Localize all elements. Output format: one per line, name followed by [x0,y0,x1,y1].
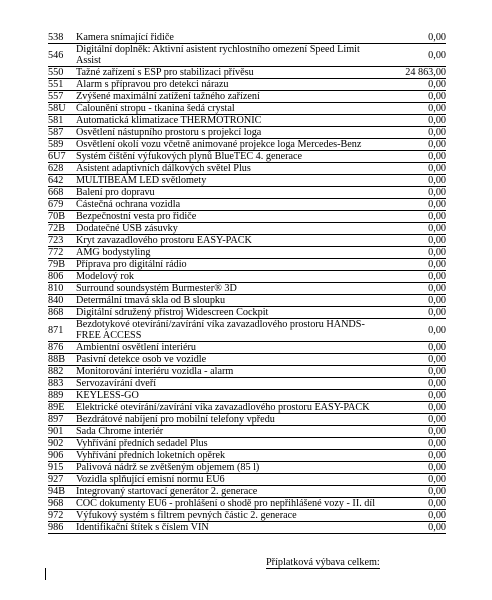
item-price: 0,00 [386,199,446,211]
item-code: 6U7 [48,151,76,163]
item-code: 883 [48,378,76,390]
item-desc: Bezpečnostní vesta pro řidiče [76,211,386,223]
table-row [48,199,446,211]
item-code: 79B [48,259,76,271]
item-code: 538 [48,32,76,44]
table-row [48,175,446,187]
item-desc: Determální tmavá skla od B sloupku [76,295,386,307]
item-code: 723 [48,235,76,247]
item-desc: Kryt zavazadlového prostoru EASY-PACK [76,235,386,247]
item-price: 0,00 [386,115,446,127]
table-row [48,402,446,414]
item-desc: Elektrické otevírání/zavírání víka zavazadlového prostoru EASY-PACK [76,402,386,414]
item-price: 0,00 [386,91,446,103]
table-row [48,486,446,498]
item-price: 0,00 [386,354,446,366]
item-code: 642 [48,175,76,187]
item-price: 0,00 [386,522,446,534]
item-desc: Alarm s přípravou pro detekci nárazu [76,79,386,91]
item-code: 906 [48,450,76,462]
table-row [48,32,446,44]
total-label-text: Příplatková výbava celkem: [266,557,380,568]
item-desc: Osvětlení nástupního prostoru s projekcí loga [76,127,386,139]
item-code: 89E [48,402,76,414]
item-price: 0,00 [386,175,446,187]
table-row [48,44,446,67]
table-row [48,522,446,534]
item-price: 0,00 [386,283,446,295]
table-row [48,283,446,295]
item-desc: Sada Chrome interiér [76,426,386,438]
item-price: 0,00 [386,390,446,402]
table-row [48,426,446,438]
item-desc: Vyhřívání předních sedadel Plus [76,438,386,450]
item-desc: Bezdrátové nabíjení pro mobilní telefony vpředu [76,414,386,426]
item-desc: Příprava pro digitální rádio [76,259,386,271]
item-desc: Čalounění stropu - tkanina šedá crystal [76,103,386,115]
item-price: 0,00 [386,139,446,151]
item-price: 0,00 [386,342,446,354]
item-code: 88B [48,354,76,366]
item-code: 94B [48,486,76,498]
item-code: 72B [48,223,76,235]
item-desc: Integrovaný startovací generátor 2. generace [76,486,386,498]
table-row [48,354,446,366]
item-code: 581 [48,115,76,127]
item-price: 0,00 [386,151,446,163]
item-price: 0,00 [386,235,446,247]
item-code: 902 [48,438,76,450]
item-code: 589 [48,139,76,151]
item-desc: Vyhřívání předních loketních opěrek [76,450,386,462]
item-desc: Modelový rok [76,271,386,283]
item-code: 551 [48,79,76,91]
item-price: 0,00 [386,271,446,283]
item-price: 0,00 [386,211,446,223]
item-price: 0,00 [386,450,446,462]
item-desc: Digitální doplněk: Aktivní asistent rychlostního omezení Speed Limit Assist [76,44,386,67]
table-row [48,235,446,247]
item-desc: Pasivní detekce osob ve vozidle [76,354,386,366]
item-desc: KEYLESS-GO [76,390,386,402]
item-price: 0,00 [386,259,446,271]
item-price: 0,00 [386,438,446,450]
table-row [48,259,446,271]
table-row [48,103,446,115]
item-code: 927 [48,474,76,486]
item-price: 0,00 [386,366,446,378]
item-price: 0,00 [386,187,446,199]
table-row [48,474,446,486]
total-label [266,557,380,568]
table-row [48,438,446,450]
item-price: 0,00 [386,402,446,414]
item-code: 868 [48,307,76,319]
item-desc: Vozidla splňující emisní normu EU6 [76,474,386,486]
item-code: 810 [48,283,76,295]
item-price: 0,00 [386,127,446,139]
item-desc: Kamera snímající řidiče [76,32,386,44]
table-row [48,366,446,378]
table-row [48,91,446,103]
document-page [0,32,492,534]
item-desc: Zvýšené maximální zatížení tažného zařízení [76,91,386,103]
table-row [48,163,446,175]
item-code: 986 [48,522,76,534]
item-price: 0,00 [386,163,446,175]
item-code: 876 [48,342,76,354]
table-row [48,390,446,402]
item-price: 0,00 [386,462,446,474]
item-code: 897 [48,414,76,426]
item-price: 0,00 [386,474,446,486]
table-row [48,139,446,151]
item-desc: Ambientní osvětlení interiéru [76,342,386,354]
item-price: 0,00 [386,426,446,438]
table-row [48,462,446,474]
item-code: 889 [48,390,76,402]
item-code: 901 [48,426,76,438]
table-row [48,187,446,199]
item-price: 0,00 [386,498,446,510]
item-desc: COC dokumenty EU6 - prohlášení o shodě pro nepřihlášené vozy - II. díl [76,498,386,510]
item-code: 628 [48,163,76,175]
item-price: 0,00 [386,295,446,307]
table-row [48,498,446,510]
equipment-table [48,32,446,534]
item-price: 0,00 [386,44,446,67]
item-code: 871 [48,319,76,342]
item-code: 968 [48,498,76,510]
item-price: 0,00 [386,247,446,259]
item-code: 806 [48,271,76,283]
table-row [48,151,446,163]
table-row [48,378,446,390]
item-code: 70B [48,211,76,223]
table-row [48,223,446,235]
item-code: 668 [48,187,76,199]
item-code: 772 [48,247,76,259]
table-row [48,115,446,127]
text-cursor [45,568,46,580]
item-desc: Systém čištění výfukových plynů BlueTEC 4. generace [76,151,386,163]
table-row [48,510,446,522]
item-price: 0,00 [386,79,446,91]
item-desc: Automatická klimatizace THERMOTRONIC [76,115,386,127]
table-row [48,450,446,462]
item-price: 0,00 [386,103,446,115]
item-price: 0,00 [386,307,446,319]
item-code: 58U [48,103,76,115]
item-code: 587 [48,127,76,139]
table-row [48,319,446,342]
table-row [48,295,446,307]
item-code: 679 [48,199,76,211]
equipment-rows [48,32,446,534]
item-desc: Dodatečné USB zásuvky [76,223,386,235]
item-price: 0,00 [386,223,446,235]
item-code: 840 [48,295,76,307]
item-price: 0,00 [386,414,446,426]
table-row [48,271,446,283]
table-row [48,67,446,79]
item-code: 557 [48,91,76,103]
item-desc: MULTIBEAM LED světlomety [76,175,386,187]
item-desc: Balení pro dopravu [76,187,386,199]
item-code: 882 [48,366,76,378]
item-desc: Částečná ochrana vozidla [76,199,386,211]
table-row [48,247,446,259]
item-code: 972 [48,510,76,522]
item-desc: Surround soundsystém Burmester® 3D [76,283,386,295]
item-desc: Identifikační štítek s číslem VIN [76,522,386,534]
item-price: 0,00 [386,510,446,522]
item-desc: Servozavírání dveří [76,378,386,390]
item-code: 550 [48,67,76,79]
item-code: 546 [48,44,76,67]
item-desc: Výfukový systém s filtrem pevných částic 2. generace [76,510,386,522]
table-row [48,79,446,91]
item-price: 0,00 [386,319,446,342]
table-row [48,307,446,319]
item-desc: Tažné zařízení s ESP pro stabilizaci přívěsu [76,67,386,79]
item-price: 0,00 [386,486,446,498]
item-desc: Bezdotykové otevírání/zavírání víka zavazadlového prostoru HANDS-FREE ACCESS [76,319,386,342]
item-desc: Palivová nádrž se zvětšeným objemem (85 l) [76,462,386,474]
item-price: 0,00 [386,378,446,390]
item-desc: Digitální sdružený přístroj Widescreen Cockpit [76,307,386,319]
item-desc: Asistent adaptivních dálkových světel Plus [76,163,386,175]
item-price: 0,00 [386,32,446,44]
table-row [48,127,446,139]
item-desc: AMG bodystyling [76,247,386,259]
table-row [48,414,446,426]
table-row [48,342,446,354]
item-desc: Osvětlení okolí vozu včetně animované projekce loga Mercedes-Benz [76,139,386,151]
item-price: 24 863,00 [386,67,446,79]
item-desc: Monitorování interiéru vozidla - alarm [76,366,386,378]
item-code: 915 [48,462,76,474]
table-row [48,211,446,223]
